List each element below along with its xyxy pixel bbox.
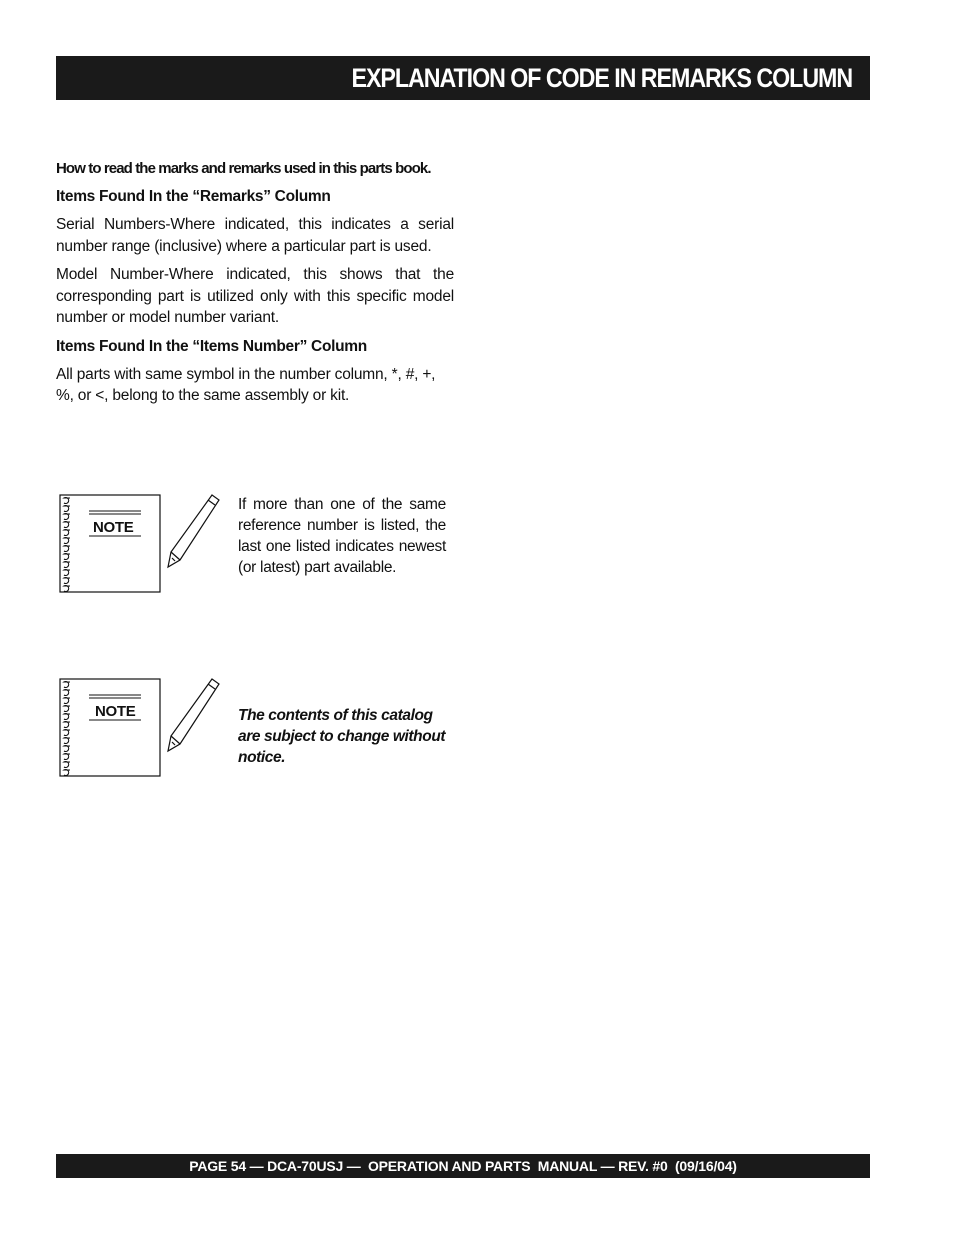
remarks-column-heading: Items Found In the “Remarks” Column (56, 188, 331, 205)
note-block-2 (56, 674, 456, 784)
serial-numbers-paragraph: Serial Numbers-Where indicated, this indicates a serial number range (inclusive) where a particular part is used. (56, 216, 454, 255)
spiral-notebook-icon (56, 490, 226, 598)
spiral-notebook-icon (56, 674, 226, 782)
intro-text: How to read the marks and remarks used in this parts book. (56, 160, 431, 177)
note-label: NOTE (93, 519, 134, 536)
note-text: If more than one of the same reference number is listed, the last one listed indicates newest (or latest) part available. (238, 496, 446, 576)
model-number-paragraph: Model Number-Where indicated, this shows that the corresponding part is utilized only with this specific model number or model number variant. (56, 266, 454, 326)
title-bar (56, 56, 870, 100)
footer-text: PAGE 54 — DCA-70USJ — OPERATION AND PARTS MANUAL — REV. #0 (09/16/04) (189, 1158, 737, 1174)
pencil-icon (168, 679, 219, 751)
note-label: NOTE (95, 703, 136, 720)
note-text: The contents of this catalog are subject to change without notice. (238, 707, 446, 766)
page-title: EXPLANATION OF CODE IN REMARKS COLUMN (351, 63, 852, 93)
symbols-paragraph: All parts with same symbol in the number column, *, #, +, %, or <, belong to the same assembly or kit. (56, 365, 436, 404)
pencil-icon (168, 495, 219, 567)
main-content (56, 158, 454, 414)
footer-bar (56, 1154, 870, 1178)
note-block-1 (56, 490, 456, 600)
items-number-column-heading: Items Found In the “Items Number” Column (56, 337, 367, 355)
